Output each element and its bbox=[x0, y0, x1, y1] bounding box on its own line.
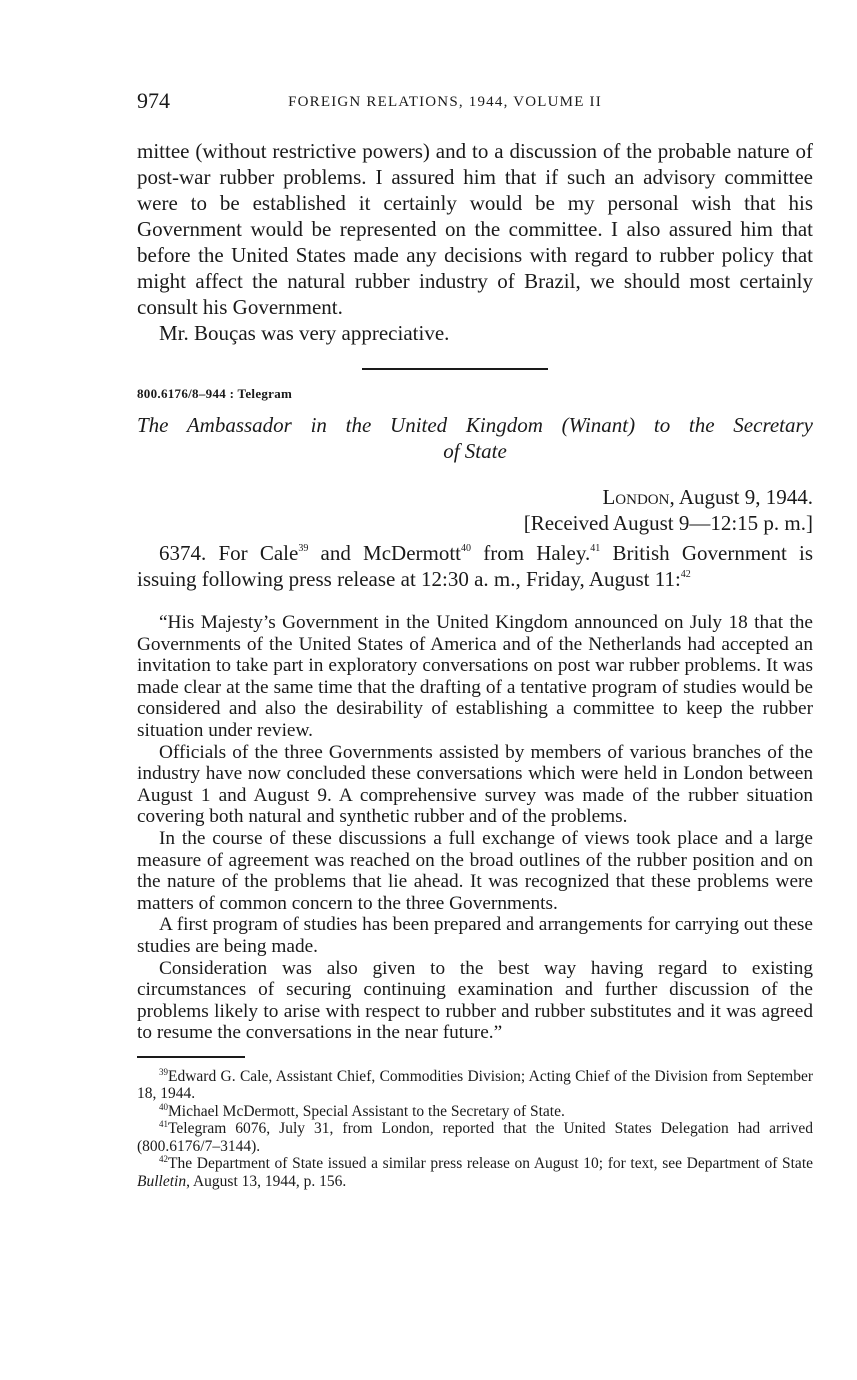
dateline bbox=[137, 484, 813, 510]
dateline-date: , August 9, 1944. bbox=[669, 485, 813, 509]
page-number: 974 bbox=[137, 88, 170, 113]
footnote-ref-42: 42 bbox=[680, 569, 691, 580]
document-page bbox=[137, 88, 813, 1190]
telegram-intro bbox=[137, 540, 813, 592]
footnote-42 bbox=[137, 1155, 813, 1190]
footnote-text: Telegram 6076, July 31, from London, reported that the United States Delegation had arrived (800.6176/7–3144). bbox=[137, 1120, 813, 1155]
bulletin-title: Bulletin bbox=[137, 1172, 187, 1190]
press-release-paragraph: Officials of the three Governments assisted by members of various branches of the industry have now concluded these conversations which were held in London between August 1 and August 9. A comprehensive survey was made of the rubber situation covering both natural and synthetic rubber and of the problems. bbox=[137, 741, 813, 828]
running-title: FOREIGN RELATIONS, 1944, VOLUME II bbox=[288, 94, 602, 110]
footnote-ref-39: 39 bbox=[298, 543, 309, 554]
opening-paragraph: mittee (without restrictive powers) and to a discussion of the probable nature of post-war rubber problems. I assured him that if such an advisory committee were to be established it certainly would be my personal wish that his Government would be represented on the committee. I also assured him that before the United States made any decisions with regard to rubber policy that might affect the natural rubber industry of Brazil, we should most certainly consult his Government. bbox=[137, 139, 813, 319]
press-release-paragraph: A first program of studies has been prepared and arrangements for carrying out these studies are being made. bbox=[137, 914, 813, 957]
press-release-paragraph: Consideration was also given to the best way having regard to existing circumstances of securing continuing examination and further discussion of the problems likely to arise with respect to rubber and rubber substitutes and it was agreed to resume the conversations in the near future.” bbox=[137, 957, 813, 1044]
heading-line-1: The Ambassador in the United Kingdom (Winant) to the Secretary bbox=[137, 413, 813, 437]
received-line: [Received August 9—12:15 p. m.] bbox=[523, 511, 813, 535]
footnote-40 bbox=[137, 1103, 813, 1121]
dateline-place: London bbox=[602, 485, 670, 509]
heading-line-2: of State bbox=[443, 439, 507, 463]
press-release-paragraph: “His Majesty’s Government in the United Kingdom announced on July 18 that the Governments of the United States of America and of the Netherlands had accepted an invitation to take part in exploratory conversations on post war rubber problems. It was made clear at the same time that the drafting of a tentative program of studies would be considered and also the desirability of establishing a committee to keep the rubber situation under review. bbox=[137, 612, 813, 741]
footnote-41 bbox=[137, 1120, 813, 1155]
footnote-ref-41: 41 bbox=[590, 543, 601, 554]
footnote-marker: 41 bbox=[159, 1119, 168, 1130]
footnote-divider bbox=[137, 1056, 245, 1058]
footnote-ref-40: 40 bbox=[461, 543, 472, 554]
footnote-text: , August 13, 1944, p. 156. bbox=[186, 1172, 347, 1190]
footnote-marker: 40 bbox=[159, 1101, 168, 1112]
document-heading bbox=[137, 412, 813, 464]
section-divider bbox=[362, 368, 548, 370]
footnote-text: Edward G. Cale, Assistant Chief, Commodities Division; Acting Chief of the Division from September 18, 1944. bbox=[137, 1067, 813, 1103]
press-release-paragraph: In the course of these discussions a full exchange of views took place and a large measure of agreement was reached on the broad outlines of the rubber position and on the nature of the problems that lie ahead. It was recognized that these problems were matters of common concern to the three Governments. bbox=[137, 827, 813, 914]
footnote-39 bbox=[137, 1068, 813, 1103]
footnote-text: Michael McDermott, Special Assistant to the Secretary of State. bbox=[168, 1102, 565, 1120]
opening-paragraph-2: Mr. Bouças was very appreciative. bbox=[159, 321, 450, 345]
file-reference: 800.6176/8–944 : Telegram bbox=[137, 386, 293, 401]
intro-text: from Haley. bbox=[471, 541, 591, 565]
intro-text: British Government is issuing following press release at 12:30 a. m., Friday, August 11: bbox=[137, 541, 814, 591]
footnote-marker: 39 bbox=[159, 1066, 168, 1077]
running-header bbox=[137, 88, 813, 118]
intro-text: 6374. For Cale bbox=[159, 541, 299, 565]
footnote-marker: 42 bbox=[159, 1154, 168, 1165]
intro-text: and McDermott bbox=[308, 541, 462, 565]
footnote-text: The Department of State issued a similar press release on August 10; for text, see Department of State bbox=[168, 1155, 813, 1173]
